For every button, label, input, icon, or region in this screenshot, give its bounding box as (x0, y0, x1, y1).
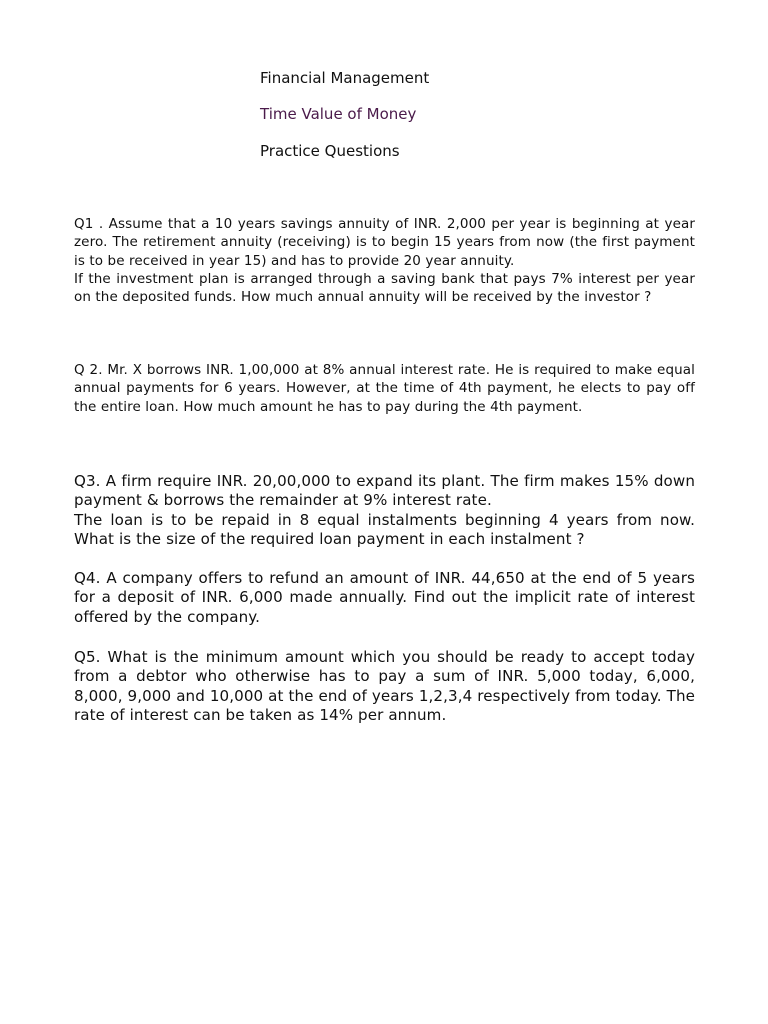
question-2-paragraph-1: Q 2. Mr. X borrows INR. 1,00,000 at 8% annual interest rate. He is required to make equal annual payments for 6 years. However, at the time of 4th payment, he elects to pay off the entire loan. How much amount he has to pay during the 4th payment. (74, 362, 695, 415)
question-5-paragraph-1: Q5. What is the minimum amount which you should be ready to accept today from a debtor who otherwise has to pay a sum of INR. 5,000 today, 6,000, 8,000, 9,000 and 10,000 at the end of years 1,2,3,4 respectively from today. The rate of interest can be taken as 14% per annum. (74, 648, 695, 725)
question-3 (74, 472, 695, 550)
document-subtitle: Time Value of Money (260, 105, 417, 123)
question-5 (74, 648, 695, 726)
question-1 (74, 215, 695, 306)
question-3-paragraph-1: Q3. A firm require INR. 20,00,000 to expand its plant. The firm makes 15% down payment & borrows the remainder at 9% interest rate. (74, 472, 695, 510)
question-1-paragraph-1: Q1 . Assume that a 10 years savings annuity of INR. 2,000 per year is beginning at year zero. The retirement annuity (receiving) is to begin 15 years from now (the first payment is to be received in year 15) and has to provide 20 year annuity. (74, 216, 695, 269)
document-title: Financial Management (260, 69, 430, 87)
question-4 (74, 569, 695, 627)
question-4-paragraph-1: Q4. A company offers to refund an amount of INR. 44,650 at the end of 5 years for a deposit of INR. 6,000 made annually. Find out the implicit rate of interest offered by the company. (74, 569, 695, 626)
question-3-paragraph-2: The loan is to be repaid in 8 equal instalments beginning 4 years from now. What is the size of the required loan payment in each instalment ? (74, 510, 695, 549)
section-heading: Practice Questions (260, 142, 400, 160)
question-2 (74, 361, 695, 416)
question-1-paragraph-2: If the investment plan is arranged through a saving bank that pays 7% interest per year on the deposited funds. How much annual annuity will be received by the investor ? (74, 270, 695, 306)
